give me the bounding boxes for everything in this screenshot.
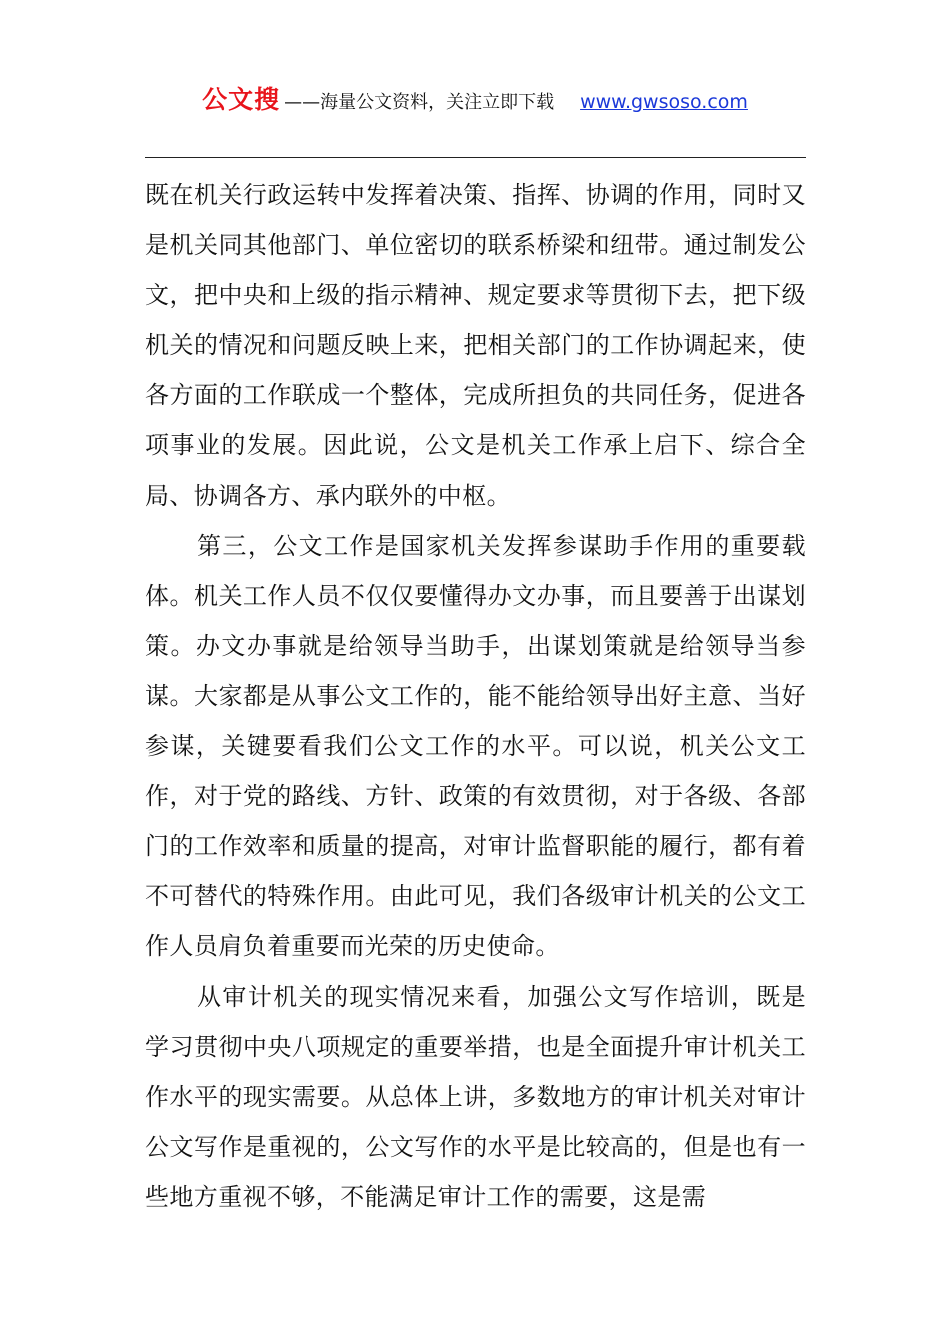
paragraph-3: 从审计机关的现实情况来看，加强公文写作培训，既是学习贯彻中央八项规定的重要举措，也是全面提升审计机关工作水平的现实需要。从总体上讲，多数地方的审计机关对审计公文写作是重视的，公文写作的水平是比较高的，但是也有一些地方重视不够，不能满足审计工作的需要，这是需 xyxy=(145,982,806,1211)
document-body xyxy=(145,170,806,1222)
brand-logo: 公文搜 xyxy=(202,85,281,114)
paragraph-1: 既在机关行政运转中发挥着决策、指挥、协调的作用，同时又是机关同其他部门、单位密切的联系桥梁和纽带。通过制发公文，把中央和上级的指示精神、规定要求等贯彻下去，把下级机关的情况和问题反映上来，把相关部门的工作协调起来，使各方面的工作联成一个整体，完成所担负的共同任务，促进各项事业的发展。因此说，公文是机关工作承上启下、综合全局、协调各方、承内联外的中枢。 xyxy=(145,181,806,510)
website-link[interactable]: www.gwsoso.com xyxy=(580,91,748,113)
page-header xyxy=(0,80,950,116)
header-tagline: ——海量公文资料，关注立即下载 xyxy=(284,92,555,113)
paragraph-2: 第三，公文工作是国家机关发挥参谋助手作用的重要载体。机关工作人员不仅仅要懂得办文办事，而且要善于出谋划策。办文办事就是给领导当助手，出谋划策就是给领导当参谋。大家都是从事公文工作的，能不能给领导出好主意、当好参谋，关键要看我们公文工作的水平。可以说，机关公文工作，对于党的路线、方针、政策的有效贯彻，对于各级、各部门的工作效率和质量的提高，对审计监督职能的履行，都有着不可替代的特殊作用。由此可见，我们各级审计机关的公文工作人员肩负着重要而光荣的历史使命。 xyxy=(145,531,806,961)
header-divider xyxy=(145,157,806,158)
